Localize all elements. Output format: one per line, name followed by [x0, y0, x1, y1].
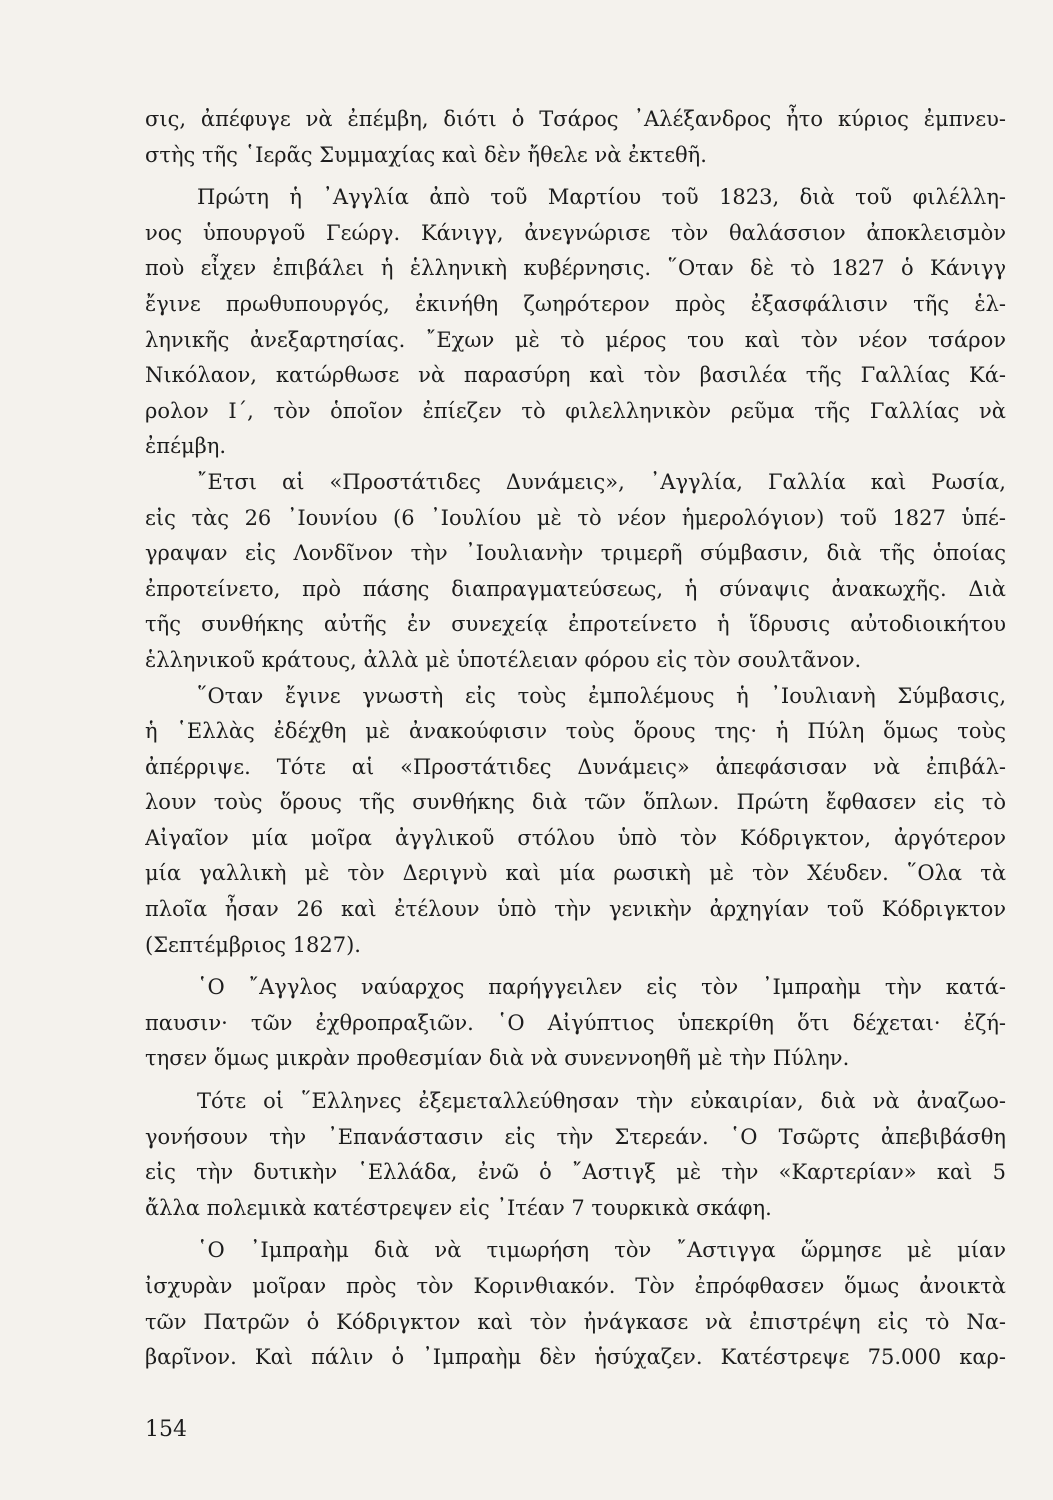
text-line: τησεν ὅμως μικρὰν προθεσμίαν διὰ νὰ συνεννοηθῆ μὲ τὴν Πύλην.	[145, 1046, 850, 1071]
text-line: Νικόλαον, κατώρθωσε νὰ παρασύρη καὶ τὸν βασιλέα τῆς Γαλλίας Κά-	[145, 363, 1006, 388]
text-line: ῎Ετσι αἱ «Προστάτιδες Δυνάμεις», ᾿Αγγλία, Γαλλία καὶ Ρωσία,	[197, 469, 1006, 494]
text-line: ληνικῆς ἀνεξαρτησίας. ῎Εχων μὲ τὸ μέρος του καὶ τὸν νέον τσάρον	[145, 327, 1006, 352]
text-line: ἄλλα πολεμικὰ κατέστρεψεν εἰς ᾿Ιτέαν 7 τουρκικὰ σκάφη.	[145, 1195, 772, 1220]
text-line: ῞Οταν ἔγινε γνωστὴ εἰς τοὺς ἐμπολέμους ἡ ᾿Ιουλιανὴ Σύμβασις,	[197, 683, 1006, 708]
text-line: εἰς τὴν δυτικὴν ῾Ελλάδα, ἐνῶ ὁ ῎Αστιγξ μὲ τὴν «Καρτερίαν» καὶ 5	[145, 1160, 1006, 1185]
text-line: ἀπέρριψε. Τότε αἱ «Προστάτιδες Δυνάμεις» ἀπεφάσισαν νὰ ἐπιβάλ-	[145, 754, 1006, 779]
text-line: ἡ ῾Ελλὰς ἐδέχθη μὲ ἀνακούφισιν τοὺς ὅρους της· ἡ Πύλη ὅμως τοὺς	[145, 719, 1006, 744]
text-line: γραψαν εἰς Λονδῖνον τὴν ᾿Ιουλιανὴν τριμερῆ σύμβασιν, διὰ τῆς ὁποίας	[145, 541, 1006, 566]
page-number: 154	[145, 1417, 187, 1442]
text-line: στὴς τῆς ῾Ιερᾶς Συμμαχίας καὶ δὲν ἤθελε νὰ ἐκτεθῆ.	[145, 142, 707, 167]
text-line: νος ὑπουργοῦ Γεώργ. Κάνιγγ, ἀνεγνώρισε τὸν θαλάσσιον ἀποκλεισμὸν	[145, 220, 1006, 245]
text-line: ἔγινε πρωθυπουργός, ἐκινήθη ζωηρότερον πρὸς ἐξασφάλισιν τῆς ἑλ-	[145, 291, 1006, 316]
text-line: μία γαλλικὴ μὲ τὸν Δεριγνὺ καὶ μία ρωσικὴ μὲ τὸν Χέυδεν. ῞Ολα τὰ	[145, 861, 1006, 886]
text-line: Πρώτη ἡ ᾿Αγγλία ἀπὸ τοῦ Μαρτίου τοῦ 1823, διὰ τοῦ φιλέλλη-	[197, 185, 1006, 210]
text-line: βαρῖνον. Καὶ πάλιν ὁ ᾿Ιμπραὴμ δὲν ἡσύχαζεν. Κατέστρεψε 75.000 καρ-	[145, 1345, 1006, 1370]
text-line: ποὺ εἶχεν ἐπιβάλει ἡ ἑλληνικὴ κυβέρνησις. ῞Οταν δὲ τὸ 1827 ὁ Κάνιγγ	[145, 256, 1006, 281]
text-line: (Σεπτέμβριος 1827).	[145, 932, 361, 957]
text-line: πλοῖα ἦσαν 26 καὶ ἐτέλουν ὑπὸ τὴν γενικὴν ἀρχηγίαν τοῦ Κόδριγκτον	[145, 897, 1006, 922]
body-text	[145, 102, 1006, 1376]
text-line: γονήσουν τὴν ᾿Επανάστασιν εἰς τὴν Στερεάν. ῾Ο Τσῶρτς ἀπεβιβάσθη	[145, 1124, 1006, 1149]
text-line: σις, ἀπέφυγε νὰ ἐπέμβη, διότι ὁ Τσάρος ᾿Αλέξανδρος ἦτο κύριος ἐμπνευ-	[145, 107, 1006, 131]
text-line: ἰσχυρὰν μοῖραν πρὸς τὸν Κορινθιακόν. Τὸν ἐπρόφθασεν ὅμως ἀνοικτὰ	[145, 1274, 1006, 1298]
text-line: ῾Ο ᾿Ιμπραὴμ διὰ νὰ τιμωρήση τὸν ῎Αστιγγα ὥρμησε μὲ μίαν	[197, 1238, 1006, 1263]
text-line: εἰς τὰς 26 ᾿Ιουνίου (6 ᾿Ιουλίου μὲ τὸ νέον ἡμερολόγιον) τοῦ 1827 ὑπέ-	[145, 505, 1006, 530]
text-line: Τότε οἱ ῞Ελληνες ἐξεμεταλλεύθησαν τὴν εὐκαιρίαν, διὰ νὰ ἀναζωο-	[197, 1089, 1006, 1114]
text-line: παυσιν· τῶν ἐχθροπραξιῶν. ῾Ο Αἰγύπτιος ὑπεκρίθη ὅτι δέχεται· ἐζή-	[145, 1010, 1006, 1035]
text-line: ῾Ο ῎Αγγλος ναύαρχος παρήγγειλεν εἰς τὸν ᾿Ιμπραὴμ τὴν κατά-	[197, 975, 1006, 1000]
text-line: τῶν Πατρῶν ὁ Κόδριγκτον καὶ τὸν ἠνάγκασε νὰ ἐπιστρέψη εἰς τὸ Να-	[145, 1309, 1006, 1334]
text-line: ρολον Ι΄, τὸν ὁποῖον ἐπίεζεν τὸ φιλελληνικὸν ρεῦμα τῆς Γαλλίας νὰ	[145, 398, 1006, 423]
text-line: τῆς συνθήκης αὐτῆς ἐν συνεχείᾳ ἐπροτείνετο ἡ ἵδρυσις αὐτοδιοικήτου	[145, 612, 1006, 637]
text-line: λουν τοὺς ὅρους τῆς συνθήκης διὰ τῶν ὅπλων. Πρώτη ἔφθασεν εἰς τὸ	[145, 790, 1006, 815]
text-line: ἐπέμβη.	[145, 434, 226, 459]
text-line: ἐπροτείνετο, πρὸ πάσης διαπραγματεύσεως, ἡ σύναψις ἀνακωχῆς. Διὰ	[145, 576, 1006, 601]
text-line: Αἰγαῖον μία μοῖρα ἀγγλικοῦ στόλου ὑπὸ τὸν Κόδριγκτον, ἀργότερον	[145, 825, 1006, 850]
text-line: ἑλληνικοῦ κράτους, ἀλλὰ μὲ ὑποτέλειαν φόρου εἰς τὸν σουλτᾶνον.	[145, 647, 862, 672]
